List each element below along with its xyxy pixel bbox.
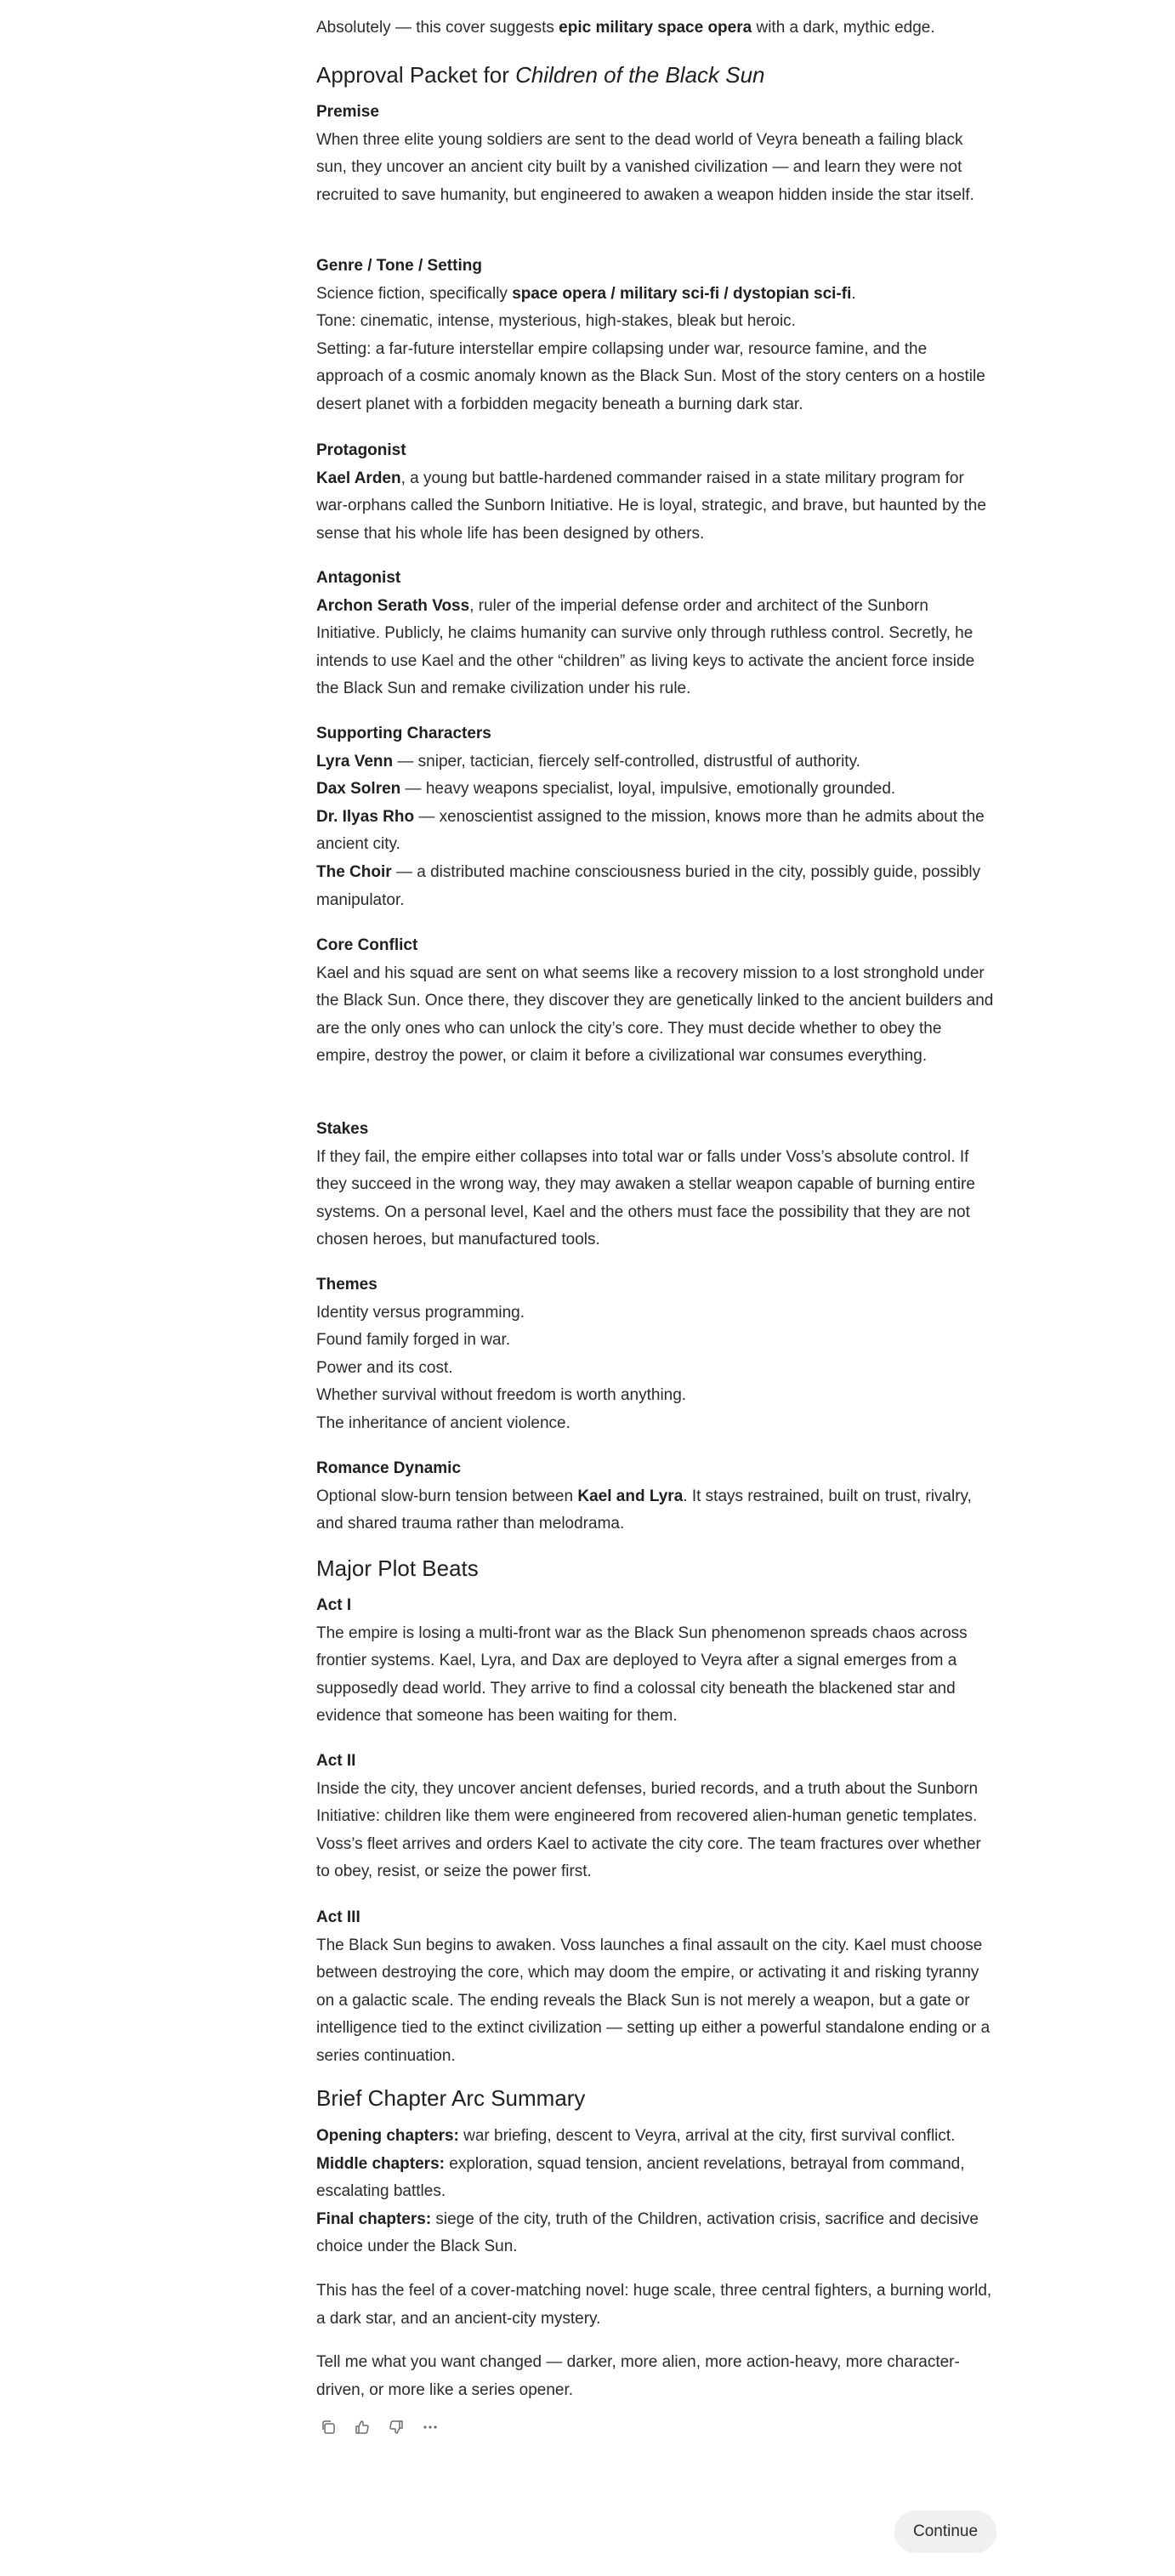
packet-title: Approval Packet for Children of the Black Sun (316, 62, 765, 88)
closing-paragraph: This has the feel of a cover-matching novel: huge scale, three central fighters, a burning world, a dark star, and an ancient-city mystery. (316, 2282, 992, 2328)
premise-section (316, 99, 996, 209)
genre-section (316, 253, 996, 419)
stakes-body: If they fail, the empire either collapses into total war or falls under Voss’s absolute control. If they succeed in the wrong way, they may awaken a stellar weapon capable of burning entire systems. On a personal level, Kael and the others must face the possibility that they are not chosen heroes, but manufactured tools. (316, 1147, 975, 1249)
theme-item: Power and its cost. (316, 1358, 453, 1377)
closing-question: Tell me what you want changed — darker, more alien, more action-heavy, more character-driven, or more like a series opener. (316, 2353, 960, 2399)
thumbs-up-icon[interactable] (350, 2415, 374, 2439)
antagonist-label: Antagonist (316, 569, 401, 587)
romance-label: Romance Dynamic (316, 1459, 462, 1477)
conflict-body: Kael and his squad are sent on what seems like a recovery mission to a lost stronghold under the Black Sun. Once there, they discover they are genetically linked to the ancient builders and are the only ones who can unlock the city’s core. They must decide whether to obey the empire, destroy the power, or claim it before a civilizational war consumes everything. (316, 964, 994, 1066)
act3-section (316, 1904, 996, 2071)
more-icon[interactable] (418, 2415, 442, 2439)
intro-text: Absolutely — this cover suggests epic military space opera with a dark, mythic edge. (316, 19, 935, 37)
supporting-item: The Choir — a distributed machine consciousness buried in the city, possibly guide, possibly manipulator. (316, 862, 981, 909)
genre-line: Science fiction, specifically space opera / military sci-fi / dystopian sci-fi. (316, 284, 856, 303)
antagonist-body: Archon Serath Voss, ruler of the imperial defense order and architect of the Sunborn Initiative. Publicly, he claims humanity can survive only through ruthless control. Secretly, he intends to use Kael and the other “children” as living keys to activate the ancient force inside the Black Sun and remake civilization under his rule. (316, 596, 975, 698)
act3-body: The Black Sun begins to awaken. Voss launches a final assault on the city. Kael must choose between destroying the core, which may doom the empire, or activating it and risking tyranny on a galactic scale. The ending reveals the Black Sun is not merely a weapon, but a gate or intelligence tied to the extinct civilization — setting up either a powerful standalone ending or a series continuation. (316, 1936, 991, 2065)
supporting-item: Dax Solren — heavy weapons specialist, loyal, impulsive, emotionally grounded. (316, 780, 896, 799)
themes-section (316, 1271, 996, 1438)
genre-setting: Setting: a far-future interstellar empire collapsing under war, resource famine, and the approach of a cosmic anomaly known as the Black Sun. Most of the story centers on a hostile desert planet with a forbidden megacity beneath a burning dark star. (316, 339, 985, 413)
act2-body: Inside the city, they uncover ancient defenses, buried records, and a truth about the Sunborn Initiative: children like them were engineered from recovered alien-human genetic templates. Voss’s fleet arrives and orders Kael to activate the city core. The team fractures over whether to obey, resist, or seize the power first. (316, 1779, 981, 1881)
romance-section (316, 1455, 996, 1538)
copy-icon[interactable] (316, 2415, 340, 2439)
chapters-section (316, 2123, 996, 2261)
supporting-section (316, 720, 996, 914)
act2-label: Act II (316, 1752, 356, 1770)
chapter-summary-heading: Brief Chapter Arc Summary (316, 2085, 586, 2111)
premise-body: When three elite young soldiers are sent to the dead world of Veyra beneath a failing black sun, they uncover an ancient city built by a vanished civilization — and learn they were not recruited to save humanity, but engineered to awaken a weapon hidden inside the star itself. (316, 130, 974, 204)
theme-item: Identity versus programming. (316, 1303, 525, 1322)
supporting-label: Supporting Characters (316, 725, 491, 742)
plot-beats-heading: Major Plot Beats (316, 1555, 479, 1581)
chapter-item: Final chapters: siege of the city, truth of the Children, activation crisis, sacrifice and decisive choice under the Black Sun. (316, 2209, 979, 2256)
stakes-section (316, 1116, 996, 1254)
genre-label: Genre / Tone / Setting (316, 257, 482, 275)
chapter-item: Middle chapters: exploration, squad tension, ancient revelations, betrayal from command, escalating battles. (316, 2154, 965, 2201)
chapter-item: Opening chapters: war briefing, descent to Veyra, arrival at the city, first survival conflict. (316, 2127, 956, 2145)
continue-button[interactable]: Continue (894, 2511, 996, 2553)
conflict-label: Core Conflict (316, 936, 418, 954)
antagonist-section (316, 565, 996, 703)
genre-tone: Tone: cinematic, intense, mysterious, high-stakes, bleak but heroic. (316, 312, 796, 331)
supporting-item: Lyra Venn — sniper, tactician, fiercely self-controlled, distrustful of authority. (316, 752, 860, 771)
themes-label: Themes (316, 1276, 377, 1294)
act2-section (316, 1748, 996, 1886)
theme-item: The inheritance of ancient violence. (316, 1413, 570, 1432)
act1-section (316, 1592, 996, 1731)
premise-label: Premise (316, 103, 379, 121)
protagonist-section (316, 437, 996, 548)
theme-item: Whether survival without freedom is worth anything. (316, 1386, 687, 1405)
message-actions (316, 2415, 442, 2439)
theme-item: Found family forged in war. (316, 1331, 511, 1350)
conflict-section (316, 932, 996, 1071)
protagonist-body: Kael Arden, a young but battle-hardened commander raised in a state military program for war-orphans called the Sunborn Initiative. He is loyal, strategic, and brave, but haunted by the sense that his whole life has been designed by others. (316, 469, 986, 543)
supporting-item: Dr. Ilyas Rho — xenoscientist assigned to the mission, knows more than he admits about the ancient city. (316, 807, 985, 854)
act1-body: The empire is losing a multi-front war as the Black Sun phenomenon spreads chaos across frontier systems. Kael, Lyra, and Dax are deployed to Veyra after a signal emerges from a supposedly dead world. They arrive to find a colossal city beneath the blackened star and evidence that someone has been waiting for them. (316, 1624, 968, 1726)
act3-label: Act III (316, 1908, 360, 1926)
protagonist-label: Protagonist (316, 441, 406, 459)
thumbs-down-icon[interactable] (384, 2415, 408, 2439)
stakes-label: Stakes (316, 1120, 369, 1138)
act1-label: Act I (316, 1596, 352, 1614)
romance-body: Optional slow-burn tension between Kael and Lyra. It stays restrained, built on trust, rivalry, and shared trauma rather than melodrama. (316, 1487, 972, 1533)
